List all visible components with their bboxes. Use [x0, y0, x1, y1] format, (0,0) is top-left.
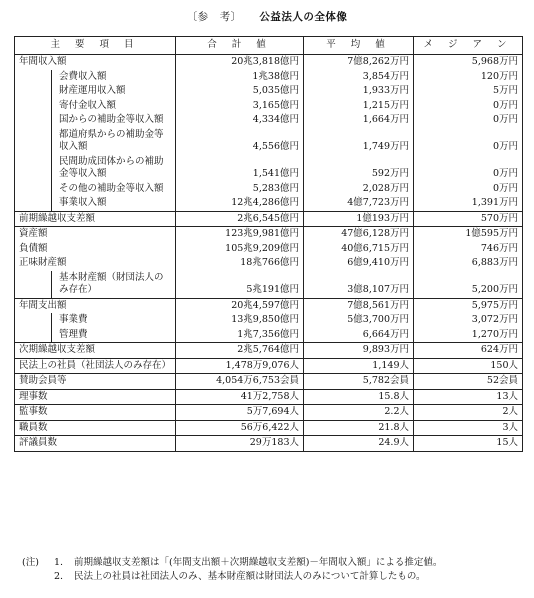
note-text: 前期繰越収支差額は「(年間支出額＋次期繰越収支差額)－年間収入額」による推定値。: [74, 557, 443, 568]
table-row: [15, 55, 523, 70]
row-total: 29万183人: [176, 436, 304, 452]
table-row: [15, 70, 523, 85]
row-median: 13人: [414, 389, 523, 405]
table-header: [15, 37, 523, 55]
table-row: [15, 436, 523, 452]
row-label: 民法上の社員（社団法人のみ存在）: [15, 358, 176, 374]
table-row: [15, 128, 523, 155]
note-item: [22, 570, 522, 584]
table-row: [15, 389, 523, 405]
row-label: 年間支出額: [15, 298, 176, 313]
row-median: 120万円: [414, 70, 523, 85]
row-total: 3,165億円: [176, 99, 304, 114]
row-total: 5万7,694人: [176, 405, 304, 421]
table-row: [15, 298, 523, 313]
row-average: 5,782会員: [304, 374, 414, 390]
row-average: 3,854万円: [304, 70, 414, 85]
row-label: 負債額: [15, 242, 176, 257]
row-median: 1,391万円: [414, 196, 523, 211]
table-row: [15, 374, 523, 390]
row-label: 年間収入額: [15, 55, 176, 70]
row-total: 41万2,758人: [176, 389, 304, 405]
row-average: 7億8,262万円: [304, 55, 414, 70]
row-label: 財産運用収入額: [15, 84, 176, 99]
row-average: 7億8,561万円: [304, 298, 414, 313]
row-label: 会費収入額: [15, 70, 176, 85]
row-median: 3人: [414, 420, 523, 436]
row-total: 4,054万6,753会員: [176, 374, 304, 390]
row-median: 746万円: [414, 242, 523, 257]
row-total: 1兆38億円: [176, 70, 304, 85]
table-row: [15, 328, 523, 343]
row-average: 5億3,700万円: [304, 313, 414, 328]
page-title: 公益法人の全体像: [259, 11, 348, 23]
row-total: 1,541億円: [176, 155, 304, 182]
row-average: 1億193万円: [304, 211, 414, 227]
row-total: 5,035億円: [176, 84, 304, 99]
row-average: 1,215万円: [304, 99, 414, 114]
row-label: 評議員数: [15, 436, 176, 452]
row-total: 2兆5,764億円: [176, 343, 304, 359]
row-average: 47億6,128万円: [304, 227, 414, 242]
row-total: 18兆766億円: [176, 256, 304, 271]
row-median: 1,270万円: [414, 328, 523, 343]
table-row: [15, 358, 523, 374]
row-label: 管理費: [15, 328, 176, 343]
row-total: 5,283億円: [176, 182, 304, 197]
row-average: 4億7,723万円: [304, 196, 414, 211]
row-average: 40億6,715万円: [304, 242, 414, 257]
row-median: 15人: [414, 436, 523, 452]
notes: [22, 556, 522, 584]
row-label: 監事数: [15, 405, 176, 421]
row-median: 5万円: [414, 84, 523, 99]
table-title: [0, 9, 534, 24]
header-item: 主 要 項 目: [15, 37, 176, 55]
note-tag: (注): [22, 557, 39, 568]
row-median: 0万円: [414, 128, 523, 155]
row-median: 570万円: [414, 211, 523, 227]
row-total: 2兆6,545億円: [176, 211, 304, 227]
table-row: [15, 182, 523, 197]
row-label: 寄付金収入額: [15, 99, 176, 114]
row-average: 21.8人: [304, 420, 414, 436]
row-average: 2,028万円: [304, 182, 414, 197]
note-text: 民法上の社員は社団法人のみ、基本財産額は財団法人のみについて計算したもの。: [74, 571, 426, 582]
note-idx: 1.: [54, 557, 64, 568]
row-label: 前期繰越収支差額: [15, 211, 176, 227]
row-label: 事業費: [15, 313, 176, 328]
row-label: 次期繰越収支差額: [15, 343, 176, 359]
table-row: [15, 313, 523, 328]
table-row: [15, 84, 523, 99]
reference-label: 〔参 考〕: [186, 11, 242, 23]
row-average: 3億8,107万円: [304, 271, 414, 299]
row-label: 理事数: [15, 389, 176, 405]
row-label: 正味財産額: [15, 256, 176, 271]
table-row: [15, 155, 523, 182]
row-label: 資産額: [15, 227, 176, 242]
table-row: [15, 99, 523, 114]
row-median: 0万円: [414, 155, 523, 182]
row-label: 事業収入額: [15, 196, 176, 211]
table-row: [15, 227, 523, 242]
row-median: 0万円: [414, 182, 523, 197]
table-row: [15, 256, 523, 271]
header-row: [15, 37, 523, 55]
table-row: [15, 420, 523, 436]
note-tag: [22, 570, 54, 584]
row-average: 6,664万円: [304, 328, 414, 343]
row-median: 52会員: [414, 374, 523, 390]
row-median: 5,968万円: [414, 55, 523, 70]
row-median: 5,200万円: [414, 271, 523, 299]
row-average: 1,149人: [304, 358, 414, 374]
table-row: [15, 271, 523, 299]
row-label: その他の補助金等収入額: [15, 182, 176, 197]
row-average: 15.8人: [304, 389, 414, 405]
table-row: [15, 211, 523, 227]
row-average: 1,749万円: [304, 128, 414, 155]
row-total: 13兆9,850億円: [176, 313, 304, 328]
row-average: 592万円: [304, 155, 414, 182]
row-median: 1億595万円: [414, 227, 523, 242]
row-total: 1兆7,356億円: [176, 328, 304, 343]
table-body: [15, 55, 523, 452]
row-label: 基本財産額（財団法人のみ存在）: [15, 271, 176, 299]
row-average: 2.2人: [304, 405, 414, 421]
header-average: 平 均 値: [304, 37, 414, 55]
row-total: 56万6,422人: [176, 420, 304, 436]
header-total: 合 計 値: [176, 37, 304, 55]
row-total: 4,334億円: [176, 113, 304, 128]
table-row: [15, 343, 523, 359]
row-average: 1,664万円: [304, 113, 414, 128]
row-median: 3,072万円: [414, 313, 523, 328]
row-median: 0万円: [414, 99, 523, 114]
table-row: [15, 405, 523, 421]
row-average: 24.9人: [304, 436, 414, 452]
row-average: 6億9,410万円: [304, 256, 414, 271]
row-median: 6,883万円: [414, 256, 523, 271]
table-row: [15, 196, 523, 211]
row-label: 都道府県からの補助金等収入額: [15, 128, 176, 155]
row-median: 2人: [414, 405, 523, 421]
table-row: [15, 242, 523, 257]
row-total: 12兆4,286億円: [176, 196, 304, 211]
row-label: 職員数: [15, 420, 176, 436]
row-average: 9,893万円: [304, 343, 414, 359]
row-total: 1,478万9,076人: [176, 358, 304, 374]
row-average: 1,933万円: [304, 84, 414, 99]
row-total: 5兆191億円: [176, 271, 304, 299]
row-total: 4,556億円: [176, 128, 304, 155]
row-label: 賛助会員等: [15, 374, 176, 390]
row-label: 国からの補助金等収入額: [15, 113, 176, 128]
row-total: 123兆9,981億円: [176, 227, 304, 242]
summary-table: [14, 36, 523, 452]
row-median: 150人: [414, 358, 523, 374]
row-label: 民間助成団体からの補助金等収入額: [15, 155, 176, 182]
row-total: 105兆9,209億円: [176, 242, 304, 257]
row-median: 624万円: [414, 343, 523, 359]
row-median: 5,975万円: [414, 298, 523, 313]
row-median: 0万円: [414, 113, 523, 128]
note-item: [22, 556, 522, 570]
header-median: メ ジ ア ン: [414, 37, 523, 55]
table-row: [15, 113, 523, 128]
row-total: 20兆3,818億円: [176, 55, 304, 70]
note-idx: 2.: [54, 571, 64, 582]
row-total: 20兆4,597億円: [176, 298, 304, 313]
